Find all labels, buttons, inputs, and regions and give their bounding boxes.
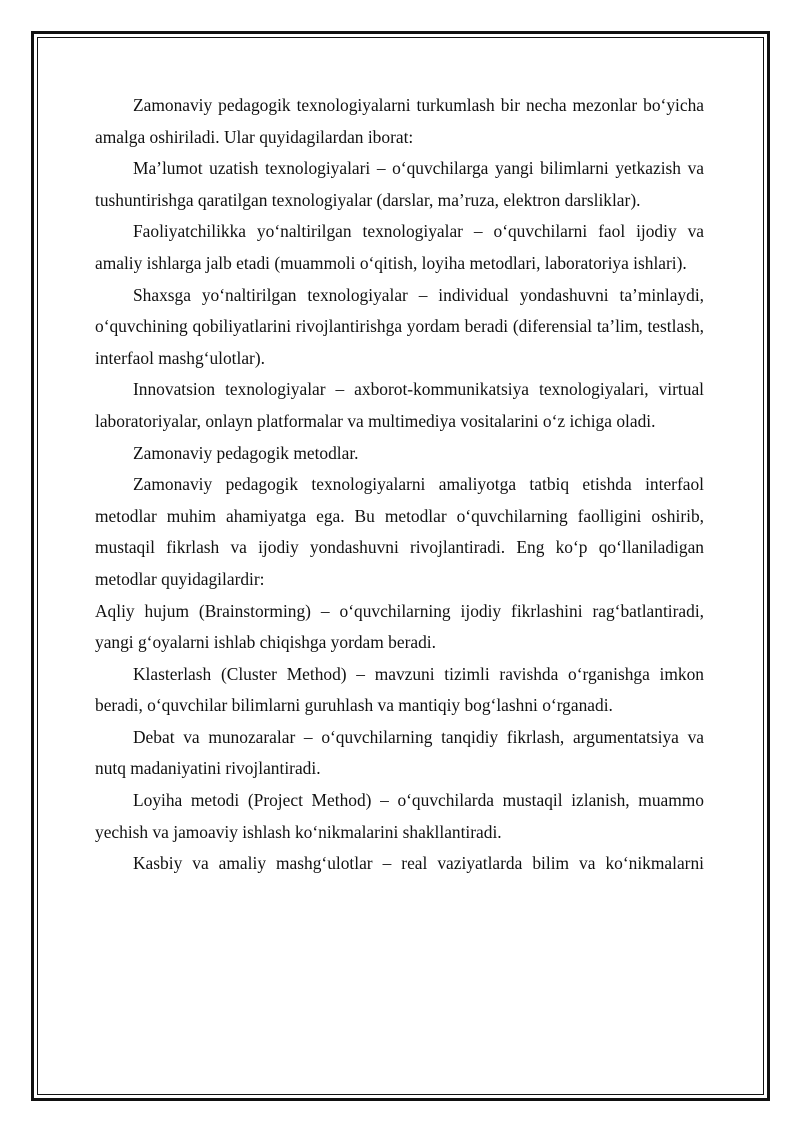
paragraph-practical-sessions: Kasbiy va amaliy mashgʻulotlar – real vaziyatlarda bilim va koʻnikmalarni bbox=[133, 853, 704, 874]
paragraph-project-method: Loyiha metodi (Project Method) – oʻquvchilarda mustaqil izlanish, muammo yechish va jamoaviy ishlash koʻnikmalarini shakllantiradi. bbox=[95, 790, 704, 842]
paragraph-cluster-method: Klasterlash (Cluster Method) – mavzuni tizimli ravishda oʻrganishga imkon beradi, oʻquvchilar bilimlarni guruhlash va mantiqiy bogʻlashni oʻrganadi. bbox=[95, 663, 704, 716]
paragraph-brainstorming: Aqliy hujum (Brainstorming) – oʻquvchilarning ijodiy fikrlashini ragʻbatlantiradi, yangi gʻoyalarni ishlab chiqishga yordam beradi. bbox=[95, 600, 704, 653]
paragraph-classification-intro: Zamonaviy pedagogik texnologiyalarni turkumlash bir necha mezonlar boʻyicha amalga oshiriladi. Ular quyidagilardan iborat: bbox=[95, 95, 704, 147]
paragraph-methods-intro: Zamonaviy pedagogik texnologiyalarni amaliyotga tatbiq etishda interfaol metodlar muhim ahamiyatga ega. Bu metodlar oʻquvchilarning faolligini oshirib, mustaqil fikrlash va ijodiy yondashuvni rivojlantiradi. Eng koʻp qoʻllaniladigan metodlar quyidagilardir: bbox=[95, 474, 704, 589]
paragraph-debate: Debat va munozaralar – oʻquvchilarning tanqidiy fikrlash, argumentatsiya va nutq madaniyatini rivojlantiradi. bbox=[95, 726, 704, 779]
page-body bbox=[95, 90, 704, 880]
paragraph-activity-technologies: Faoliyatchilikka yoʻnaltirilgan texnologiyalar – oʻquvchilarni faol ijodiy va amaliy ishlarga jalb etadi (muammoli oʻqitish, loyiha metodlari, laboratoriya ishlari). bbox=[95, 221, 704, 273]
paragraph-innovative-technologies: Innovatsion texnologiyalar – axborot-kommunikatsiya texnologiyalari, virtual laboratoriyalar, onlayn platformalar va multimediya vositalarini oʻz ichiga oladi. bbox=[95, 379, 704, 431]
paragraph-information-technologies: Ma’lumot uzatish texnologiyalari – oʻquvchilarga yangi bilimlarni yetkazish va tushuntirishga qaratilgan texnologiyalar (darslar, ma’ruza, elektron darsliklar). bbox=[95, 158, 704, 210]
paragraph-person-oriented-technologies: Shaxsga yoʻnaltirilgan texnologiyalar – individual yondashuvni ta’minlaydi, oʻquvchining qobiliyatlarini rivojlantirishga yordam beradi (diferensial ta’lim, testlash, interfaol mashgʻulotlar). bbox=[95, 284, 704, 368]
paragraph-section-heading-methods: Zamonaviy pedagogik metodlar. bbox=[133, 442, 359, 463]
